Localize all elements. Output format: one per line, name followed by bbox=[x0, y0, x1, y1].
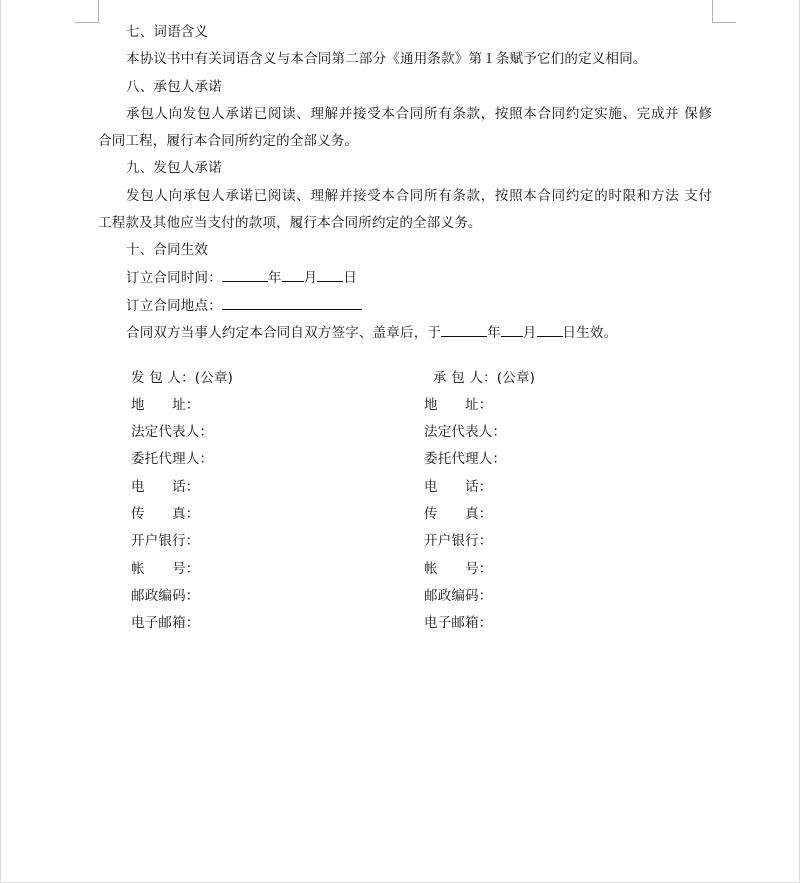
day-blank bbox=[317, 268, 343, 282]
contractor-field: 帐 号： bbox=[424, 561, 493, 577]
section-10-heading: 十、合同生效 bbox=[126, 242, 209, 258]
employer-title: 发 包 人：(公章) bbox=[131, 370, 234, 386]
signing-time-line bbox=[126, 268, 357, 287]
section-7-body: 本协议书中有关词语含义与本合同第二部分《通用条款》第１条赋予它们的定义相同。 bbox=[126, 51, 647, 67]
section-9-line-1: 发包人向承包人承诺已阅读、理解并接受本合同所有条款，按照本合同约定的时限和方法 支付 bbox=[126, 188, 713, 204]
employer-field: 帐 号： bbox=[131, 561, 200, 577]
contractor-field: 法定代表人： bbox=[424, 424, 507, 440]
contractor-field: 电 话： bbox=[424, 479, 493, 495]
employer-field: 电子邮箱： bbox=[131, 615, 200, 631]
contractor-field: 邮政编码： bbox=[424, 588, 493, 604]
section-8-line-1: 承包人向发包人承诺已阅读、理解并接受本合同所有条款，按照本合同约定实施、完成并 保修 bbox=[126, 106, 713, 122]
employer-field: 邮政编码： bbox=[131, 588, 200, 604]
month-label: 月 bbox=[303, 270, 318, 286]
effect-year-blank bbox=[441, 323, 487, 337]
effect-month-label: 月 bbox=[522, 325, 537, 341]
contractor-field: 电子邮箱： bbox=[424, 615, 493, 631]
contractor-field: 委托代理人： bbox=[424, 451, 507, 467]
section-9-heading: 九、发包人承诺 bbox=[126, 160, 222, 176]
effect-day-blank bbox=[537, 323, 563, 337]
effect-month-blank bbox=[501, 323, 523, 337]
contractor-field: 开户银行： bbox=[424, 533, 493, 549]
crop-mark-top-right bbox=[712, 22, 736, 23]
contractor-title: 承 包 人：(公章) bbox=[433, 370, 536, 386]
employer-field: 地 址： bbox=[131, 397, 200, 413]
section-9-line-2: 工程款及其他应当支付的款项，履行本合同所约定的全部义务。 bbox=[98, 215, 482, 231]
contractor-field: 地 址： bbox=[424, 397, 493, 413]
month-blank bbox=[282, 268, 304, 282]
employer-field: 法定代表人： bbox=[131, 424, 214, 440]
year-blank bbox=[222, 268, 268, 282]
place-blank bbox=[222, 296, 362, 310]
effect-prefix: 合同双方当事人约定本合同自双方签字、盖章后，于 bbox=[126, 325, 442, 341]
section-7-heading: 七、词语含义 bbox=[126, 24, 209, 40]
employer-field: 电 话： bbox=[131, 479, 200, 495]
day-label: 日 bbox=[343, 270, 358, 286]
effect-year-label: 年 bbox=[487, 325, 501, 341]
crop-mark-top-left bbox=[98, 0, 99, 22]
crop-mark-top-left bbox=[75, 22, 99, 23]
employer-field: 开户银行： bbox=[131, 533, 200, 549]
employer-field: 委托代理人： bbox=[131, 451, 214, 467]
effect-line bbox=[126, 323, 617, 342]
section-8-heading: 八、承包人承诺 bbox=[126, 79, 222, 95]
signing-time-label: 订立合同时间： bbox=[126, 270, 222, 286]
year-label: 年 bbox=[267, 270, 282, 286]
section-8-line-2: 合同工程，履行本合同所约定的全部义务。 bbox=[98, 133, 359, 149]
contractor-field: 传 真： bbox=[424, 506, 493, 522]
signing-place-line bbox=[126, 296, 362, 315]
crop-mark-top-right bbox=[712, 0, 713, 22]
effect-suffix: 日生效。 bbox=[562, 325, 618, 341]
signing-place-label: 订立合同地点： bbox=[126, 298, 222, 314]
employer-field: 传 真： bbox=[131, 506, 200, 522]
